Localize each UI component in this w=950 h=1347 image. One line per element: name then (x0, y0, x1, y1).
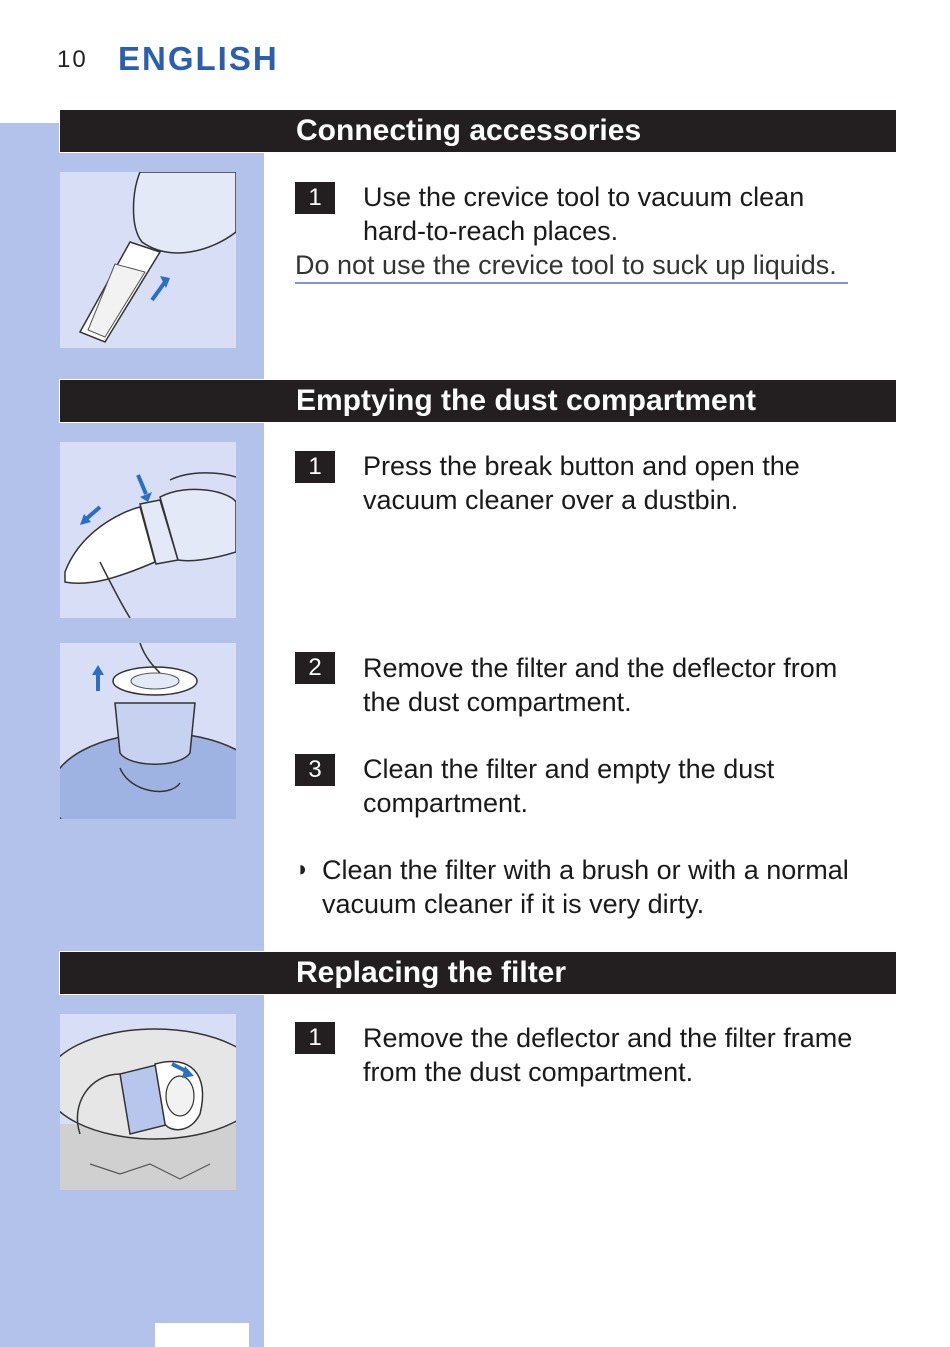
section-heading-replacing (60, 952, 896, 994)
footer-box (155, 1323, 249, 1347)
section-title: Replacing the filter (296, 956, 567, 989)
step-text-line: Remove the filter and the deflector from (363, 653, 838, 683)
step-text-line: Clean the filter and empty the dust (363, 754, 775, 784)
step-text-line: compartment. (363, 788, 529, 818)
note-underline (295, 282, 848, 284)
language-label: ENGLISH (118, 40, 279, 77)
illustration-open-vacuum (60, 442, 236, 618)
step-text (363, 651, 837, 719)
step-text (363, 752, 774, 820)
page-number: 10 (57, 46, 88, 73)
warning-note: Do not use the crevice tool to suck up liquids. (295, 250, 837, 280)
panel-pointer (236, 180, 264, 224)
step-text-line: from the dust compartment. (363, 1057, 694, 1087)
section-heading-connecting (60, 110, 896, 152)
panel-pointer (236, 450, 264, 494)
step-text-line: Press the break button and open the (363, 451, 800, 481)
bullet-icon: ◗ (296, 856, 310, 881)
step-text-line: hard-to-reach places. (363, 216, 619, 246)
step-number: 2 (295, 652, 335, 684)
panel-pointer (236, 650, 264, 694)
step-number: 1 (295, 182, 335, 214)
step-text-line: the dust compartment. (363, 687, 632, 717)
illustration-crevice-tool (60, 172, 236, 348)
step-text-line: Remove the deflector and the filter frame (363, 1023, 853, 1053)
step-number: 3 (295, 754, 335, 786)
tip-text (322, 853, 849, 921)
illustration-remove-filter (60, 643, 236, 819)
section-title: Connecting accessories (296, 114, 642, 147)
step-number: 1 (295, 1022, 335, 1054)
step-text (363, 180, 804, 248)
illustration-filter-frame (60, 1014, 236, 1190)
step-text (363, 449, 800, 517)
tip-text-line: vacuum cleaner if it is very dirty. (322, 889, 705, 919)
step-text-line: vacuum cleaner over a dustbin. (363, 485, 739, 515)
section-title: Emptying the dust compartment (296, 384, 757, 417)
tip-text-line: Clean the filter with a brush or with a normal (322, 855, 849, 885)
step-text-line: Use the crevice tool to vacuum clean (363, 182, 805, 212)
panel-pointer (236, 1021, 264, 1065)
section-heading-emptying (60, 380, 896, 422)
step-number: 1 (295, 451, 335, 483)
step-text (363, 1021, 852, 1089)
